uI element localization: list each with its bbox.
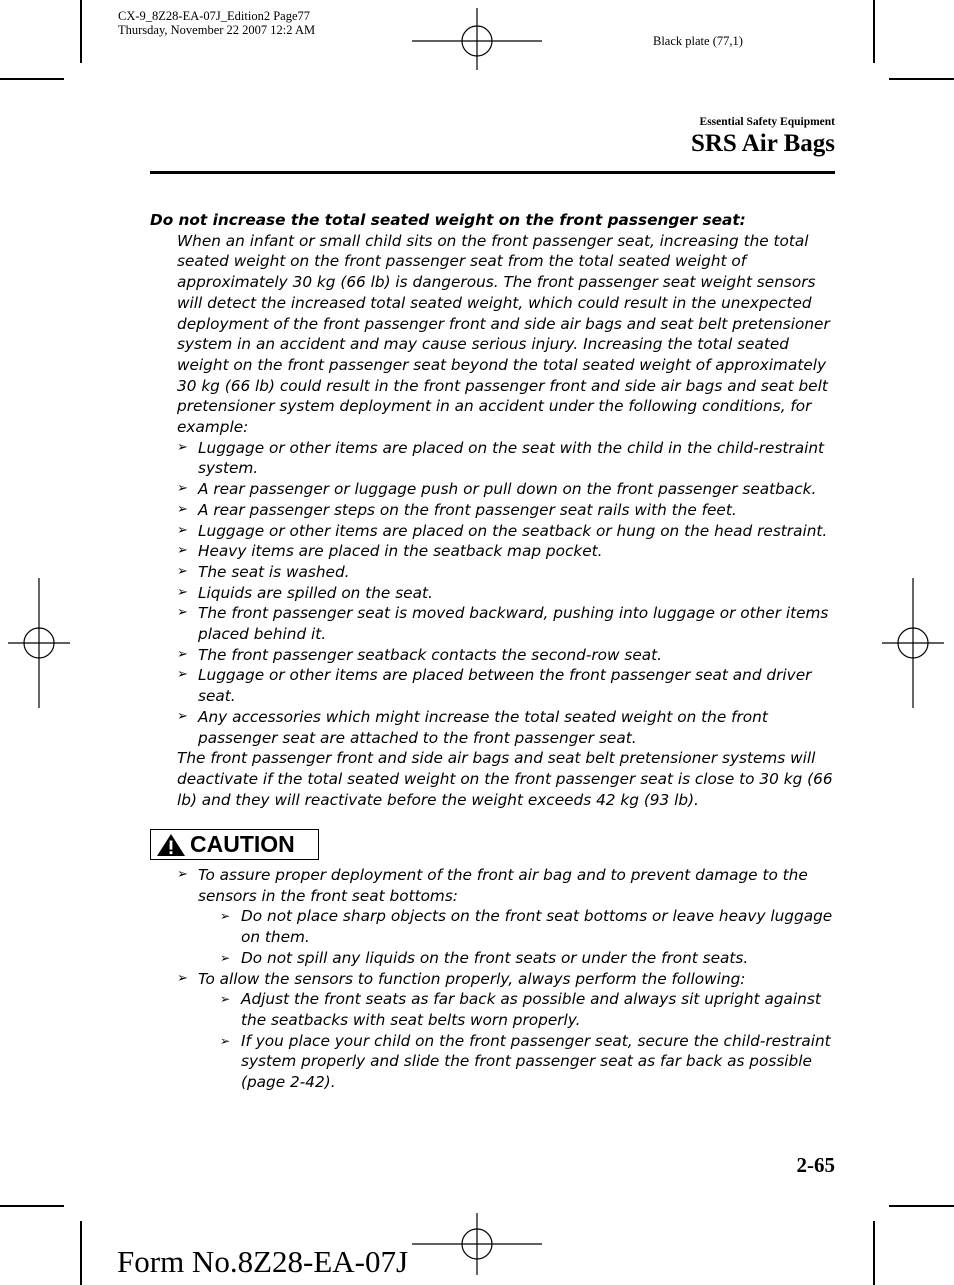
page-number: 2-65 (796, 1153, 835, 1177)
list-item: ➢ The seat is washed. (177, 562, 838, 583)
caution-sublist (198, 989, 838, 1093)
list-item: ➢ Luggage or other items are placed on the seat with the child in the child-restraint system. (177, 438, 838, 479)
list-item (177, 865, 838, 969)
plate-label: Black plate (77,1) (653, 34, 743, 48)
crop-mark (873, 1221, 875, 1285)
main-content (150, 210, 838, 810)
conditions-list (150, 438, 838, 749)
intro-paragraph: When an infant or small child sits on the front passenger seat, increasing the total seated weight on the front passenger seat from the total seated weight of approximately 30 kg (66 lb) is dangerous. The front passenger seat weight sensors will detect the increased total seated weight, which could result in the unexpected deployment of the front passenger front and side air bags and seat belt pretensioner system in an accident and may cause serious injury. Increasing the total seated weight on the front passenger seat beyond the total seated weight of approximately 30 kg (66 lb) could result in the front passenger front and side air bags and seat belt pretensioner system deployment in an accident under the following conditions, for example: (177, 231, 830, 437)
list-item: ➢ The front passenger seat is moved backward, pushing into luggage or other items placed behind it. (177, 603, 838, 644)
crop-mark (80, 0, 82, 63)
header-rule (150, 171, 835, 174)
print-timestamp: Thursday, November 22 2007 12:2 AM (118, 23, 316, 37)
list-item (177, 969, 838, 1093)
caution-item-text: To allow the sensors to function properly, always perform the following: (198, 969, 746, 988)
list-item: ➢ Adjust the front seats as far back as possible and always sit upright against the seatbacks with seat belts worn properly. (220, 989, 838, 1030)
caution-content (150, 865, 838, 1093)
registration-mark-bottom (412, 1213, 542, 1275)
registration-mark-left (8, 578, 70, 708)
list-item: ➢ A rear passenger or luggage push or pull down on the front passenger seatback. (177, 479, 838, 500)
list-item: ➢ If you place your child on the front passenger seat, secure the child-restraint system properly and slide the front passenger seat as far back as possible (page 2-42). (220, 1031, 838, 1093)
caution-item-text: To assure proper deployment of the front air bag and to prevent damage to the sensors in the front seat bottoms: (198, 866, 808, 905)
crop-mark (0, 78, 64, 80)
caution-label-box (150, 829, 319, 860)
caution-label: CAUTION (190, 831, 295, 857)
print-job-info (118, 9, 315, 37)
warning-lead: Do not increase the total seated weight on the front passenger seat: (150, 211, 746, 229)
list-item: ➢ A rear passenger steps on the front passenger seat rails with the feet. (177, 500, 838, 521)
registration-mark-top (412, 8, 542, 70)
closing-paragraph: The front passenger front and side air bags and seat belt pretensioner systems will deactivate if the total seated weight on the front passenger seat is close to 30 kg (66 lb) and they will reactivate before the weight exceeds 42 kg (93 lb). (177, 749, 833, 809)
warning-triangle-icon (156, 833, 186, 857)
list-item: ➢ Do not place sharp objects on the front seat bottoms or leave heavy luggage on them. (220, 906, 838, 947)
list-item: ➢ Luggage or other items are placed between the front passenger seat and driver seat. (177, 665, 838, 706)
form-number: Form No.8Z28-EA-07J (117, 1244, 409, 1279)
registration-mark-right (882, 578, 944, 708)
list-item: ➢ The front passenger seatback contacts the second-row seat. (177, 645, 838, 666)
list-item: ➢ Heavy items are placed in the seatback map pocket. (177, 541, 838, 562)
caution-sublist (198, 906, 838, 968)
crop-mark (889, 78, 954, 80)
crop-mark (889, 1205, 954, 1207)
page-title: SRS Air Bags (690, 130, 835, 157)
caution-list (150, 865, 838, 1093)
list-item: ➢ Do not spill any liquids on the front seats or under the front seats. (220, 948, 838, 969)
list-item: ➢ Luggage or other items are placed on the seatback or hung on the head restraint. (177, 521, 838, 542)
crop-mark (873, 0, 875, 63)
list-item: ➢ Any accessories which might increase the total seated weight on the front passenger seat are attached to the front passenger seat. (177, 707, 838, 748)
crop-mark (80, 1221, 82, 1285)
crop-mark (0, 1205, 64, 1207)
list-item: ➢ Liquids are spilled on the seat. (177, 583, 838, 604)
print-job-line: CX-9_8Z28-EA-07J_Edition2 Page77 (118, 9, 310, 23)
section-label: Essential Safety Equipment (699, 116, 835, 128)
